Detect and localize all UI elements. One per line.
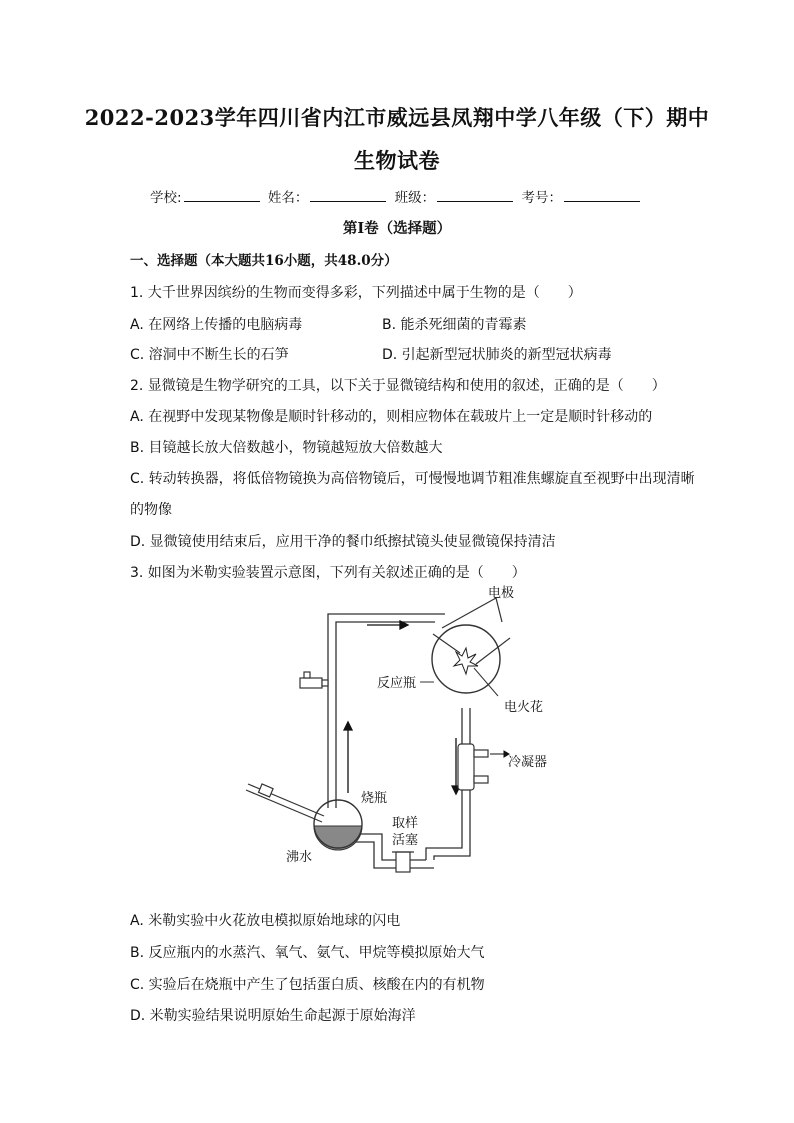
- question-1-stem: 1. 大千世界因缤纷的生物而变得多彩，下列描述中属于生物的是（ ）: [130, 285, 582, 301]
- exam-no-label: 考号：: [521, 190, 562, 206]
- section-title: 一、选择题（本大题共16小题，共48.0分）: [130, 253, 398, 269]
- label-stopcock: 活塞: [392, 833, 419, 848]
- question-3-option-b[interactable]: B. 反应瓶内的水蒸汽、氧气、氨气、甲烷等模拟原始大气: [130, 945, 485, 961]
- condenser: [458, 744, 488, 790]
- school-blank[interactable]: [184, 189, 260, 202]
- label-sampling: 取样: [392, 816, 419, 831]
- paper-part-title: 第Ⅰ卷（选择题）: [342, 220, 452, 237]
- question-2-option-c[interactable]: C. 转动转换器，将低倍物镜换为高倍物镜后，可慢慢地调节粗准焦螺旋直至视野中出现清晰: [130, 471, 695, 487]
- question-2-option-d[interactable]: D. 显微镜使用结束后，应用干净的餐巾纸擦拭镜头使显微镜保持清洁: [130, 534, 556, 550]
- heating-rod-icon: [246, 784, 324, 822]
- question-1-option-b[interactable]: B. 能杀死细菌的青霉素: [382, 317, 527, 333]
- side-valve-icon: [300, 672, 328, 688]
- question-3-option-d[interactable]: D. 米勒实验结果说明原始生命起源于原始海洋: [130, 1008, 416, 1024]
- question-1-option-c[interactable]: C. 溶洞中不断生长的石笋: [130, 347, 289, 363]
- question-2-option-a[interactable]: A. 在视野中发现某物像是顺时针移动的，则相应物体在载玻片上一定是顺时针移动的: [130, 409, 653, 425]
- student-info-row: [0, 186, 794, 206]
- exam-title-line2: 生物试卷: [354, 148, 440, 173]
- question-1-option-d[interactable]: D. 引起新型冠状肺炎的新型冠状病毒: [382, 347, 612, 363]
- label-electrode: 电极: [488, 586, 515, 601]
- class-label: 班级：: [394, 190, 436, 206]
- exam-title-line1: 2022-2023学年四川省内江市威远县凤翔中学八年级（下）期中: [84, 105, 710, 130]
- name-label: 姓名：: [267, 190, 309, 206]
- question-3-option-a[interactable]: A. 米勒实验中火花放电模拟原始地球的闪电: [130, 913, 401, 929]
- label-condenser: 冷凝器: [508, 755, 548, 770]
- label-flask: 烧瓶: [361, 791, 388, 806]
- condenser-arrow-icon: [490, 751, 509, 757]
- question-1-option-a[interactable]: A. 在网络上传播的电脑病毒: [130, 317, 303, 333]
- flow-arrow-up: [344, 722, 352, 793]
- label-reaction-flask: 反应瓶: [377, 676, 417, 691]
- sampling-stopcock-icon: [392, 852, 414, 872]
- label-spark: 电火花: [504, 700, 544, 715]
- miller-apparatus-diagram: [230, 578, 560, 878]
- boiling-water: [314, 826, 362, 850]
- question-3-option-c[interactable]: C. 实验后在烧瓶中产生了包括蛋白质、核酸在内的有机物: [130, 977, 485, 993]
- school-label: 学校:: [150, 190, 182, 206]
- name-blank[interactable]: [310, 189, 386, 202]
- label-boiling-water: 沸水: [286, 850, 313, 865]
- question-3-stem: 3. 如图为米勒实验装置示意图，下列有关叙述正确的是（ ）: [130, 565, 526, 581]
- exam-no-blank[interactable]: [564, 189, 640, 202]
- question-2-option-b[interactable]: B. 目镜越长放大倍数越小，物镜越短放大倍数越大: [130, 440, 443, 456]
- question-2-stem: 2. 显微镜是生物学研究的工具，以下关于显微镜结构和使用的叙述，正确的是（ ）: [130, 378, 666, 394]
- class-blank[interactable]: [437, 189, 513, 202]
- question-2-option-c-cont: 的物像: [130, 502, 172, 518]
